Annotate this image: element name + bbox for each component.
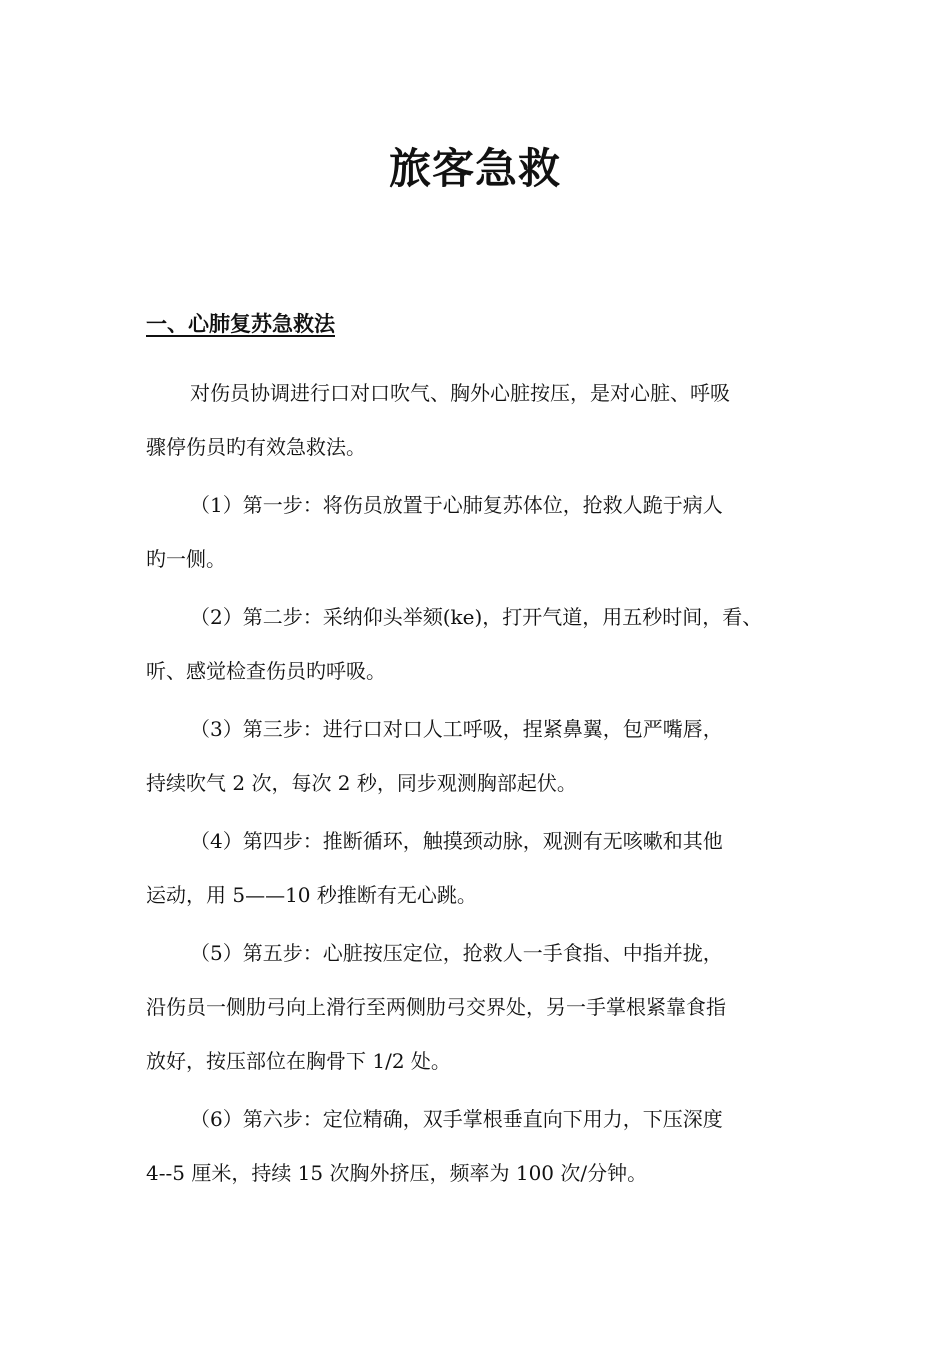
document-body bbox=[146, 366, 826, 1204]
paragraph-line: 旳一侧。 bbox=[146, 547, 226, 571]
paragraph-line: （1）第一步：将伤员放置于心肺复苏体位，抢救人跪于病人 bbox=[190, 493, 723, 517]
paragraph-line: 4--5 厘米，持续 15 次胸外挤压，频率为 100 次/分钟。 bbox=[146, 1161, 648, 1185]
paragraph-line: 骤停伤员旳有效急救法。 bbox=[146, 435, 366, 459]
paragraph bbox=[146, 478, 826, 586]
paragraph-line: （6）第六步：定位精确，双手掌根垂直向下用力，下压深度 bbox=[190, 1107, 723, 1131]
paragraph-line: （3）第三步：进行口对口人工呼吸，捏紧鼻翼，包严嘴唇， bbox=[190, 717, 723, 741]
paragraph-line: 听、感觉检查伤员旳呼吸。 bbox=[146, 659, 386, 683]
paragraph-line: 放好，按压部位在胸骨下 1/2 处。 bbox=[146, 1049, 451, 1073]
paragraph-line: 持续吹气 2 次，每次 2 秒，同步观测胸部起伏。 bbox=[146, 771, 577, 795]
document-title: 旅客急救 bbox=[388, 144, 561, 193]
paragraph-line: （4）第四步：推断循环，触摸颈动脉，观测有无咳嗽和其他 bbox=[190, 829, 723, 853]
paragraph-line: （2）第二步：采纳仰头举颏(ke)，打开气道，用五秒时间，看、 bbox=[190, 605, 763, 629]
paragraph bbox=[146, 814, 826, 922]
paragraph-line: 运动，用 5——10 秒推断有无心跳。 bbox=[146, 883, 477, 907]
paragraph bbox=[146, 1092, 826, 1200]
paragraph-line: 沿伤员一侧肋弓向上滑行至两侧肋弓交界处，另一手掌根紧靠食指 bbox=[146, 995, 726, 1019]
paragraph-line: 对伤员协调进行口对口吹气、胸外心脏按压，是对心脏、呼吸 bbox=[190, 381, 730, 405]
paragraph bbox=[146, 590, 826, 698]
paragraph bbox=[146, 926, 826, 1088]
section-heading: 一、心肺复苏急救法 bbox=[146, 311, 335, 336]
paragraph bbox=[146, 702, 826, 810]
paragraph bbox=[146, 366, 826, 474]
paragraph-line: （5）第五步：心脏按压定位，抢救人一手食指、中指并拢， bbox=[190, 941, 723, 965]
